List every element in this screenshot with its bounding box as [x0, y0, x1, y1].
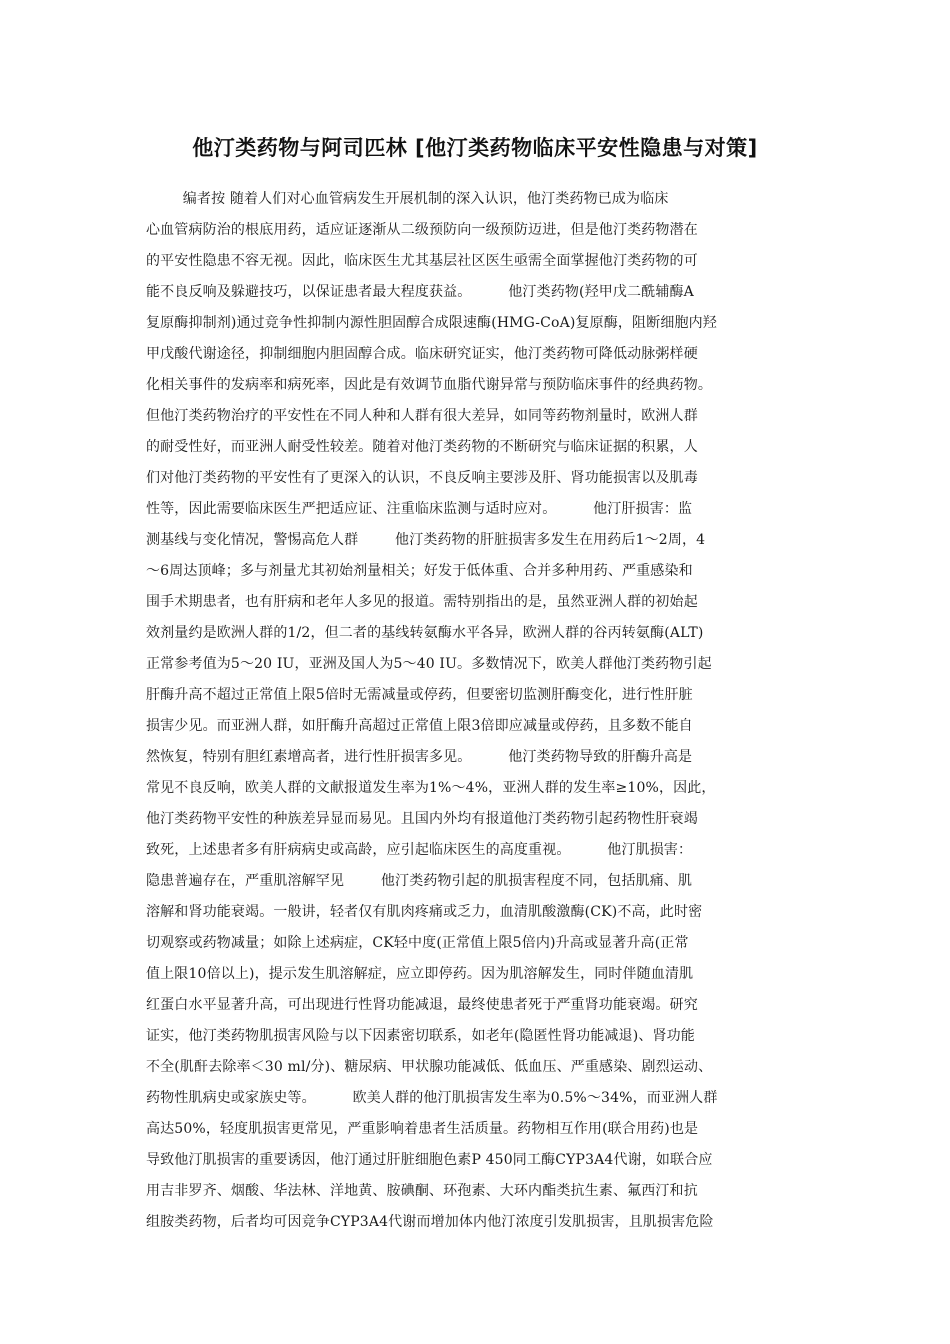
body-line: 但他汀类药物治疗的平安性在不同人种和人群有很大差异，如同等药物剂量时，欧洲人群 [146, 408, 698, 424]
body-line: 高达50%，轻度肌损害更常见，严重影响着患者生活质量。药物相互作用(联合用药)也是 [146, 1121, 699, 1137]
body-line: 能不良反响及躲避技巧，以保证患者最大程度获益。 他汀类药物(羟甲戊二酰辅酶A [146, 284, 694, 300]
body-line: 化相关事件的发病率和病死率，因此是有效调节血脂代谢异常与预防临床事件的经典药物。 [146, 377, 712, 393]
body-line: 红蛋白水平显著升高，可出现进行性肾功能减退，最终使患者死于严重肾功能衰竭。研究 [146, 997, 698, 1013]
body-line: 常见不良反响，欧美人群的文献报道发生率为1%～4%，亚洲人群的发生率≥10%，因此， [146, 780, 716, 796]
body-line: 他汀类药物平安性的种族差异显而易见。且国内外均有报道他汀类药物引起药物性肝衰竭 [146, 811, 698, 827]
body-line: 甲戊酸代谢途径，抑制细胞内胆固醇合成。临床研究证实，他汀类药物可降低动脉粥样硬 [146, 346, 698, 362]
body-line: 性等，因此需要临床医生严把适应证、注重临床监测与适时应对。 他汀肝损害：监 [146, 501, 693, 517]
body-line: 损害少见。而亚洲人群，如肝酶升高超过正常值上限3倍即应减量或停药，且多数不能自 [146, 718, 693, 734]
body-line: 效剂量约是欧洲人群的1/2，但二者的基线转氨酶水平各异，欧洲人群的谷丙转氨酶(ALT) [146, 625, 704, 641]
body-line: 用吉非罗齐、烟酸、华法林、洋地黄、胺碘酮、环孢素、大环内酯类抗生素、氟西汀和抗 [146, 1183, 698, 1199]
body-line: ～6周达顶峰；多与剂量尤其初始剂量相关；好发于低体重、合并多种用药、严重感染和 [146, 563, 693, 579]
body-line: 证实，他汀类药物肌损害风险与以下因素密切联系，如老年(隐匿性肾功能减退)、肾功能 [146, 1028, 695, 1044]
document-title: 他汀类药物与阿司匹林 [他汀类药物临床平安性隐患与对策] [192, 136, 758, 160]
body-line: 围手术期患者，也有肝病和老年人多见的报道。需特别指出的是，虽然亚洲人群的初始起 [146, 594, 698, 610]
body-line: 复原酶抑制剂)通过竞争性抑制内源性胆固醇合成限速酶(HMG-CoA)复原酶，阻断细胞内羟 [146, 315, 717, 331]
document-body [146, 184, 816, 1238]
body-line: 切观察或药物减量；如除上述病症，CK轻中度(正常值上限5倍内)升高或显著升高(正常 [146, 935, 689, 951]
body-line: 隐患普遍存在，严重肌溶解罕见 他汀类药物引起的肌损害程度不同，包括肌痛、肌 [146, 873, 693, 889]
body-line: 组胺类药物，后者均可因竞争CYP3A4代谢而增加体内他汀浓度引发肌损害，且肌损害危险 [146, 1214, 714, 1230]
body-line: 测基线与变化情况，警惕高危人群 他汀类药物的肝脏损害多发生在用药后1～2周，4 [146, 532, 706, 548]
body-line: 药物性肌病史或家族史等。 欧美人群的他汀肌损害发生率为0.5%～34%，而亚洲人群 [146, 1090, 718, 1106]
body-line: 心血管病防治的根底用药，适应证逐渐从二级预防向一级预防迈进，但是他汀类药物潜在 [146, 222, 698, 238]
body-line: 然恢复，特别有胆红素增高者，进行性肝损害多见。 他汀类药物导致的肝酶升高是 [146, 749, 693, 765]
body-line: 致死，上述患者多有肝病病史或高龄，应引起临床医生的高度重视。 他汀肌损害： [146, 842, 693, 858]
body-line: 们对他汀类药物的平安性有了更深入的认识，不良反响主要涉及肝、肾功能损害以及肌毒 [146, 470, 698, 486]
body-line: 值上限10倍以上)，提示发生肌溶解症，应立即停药。因为肌溶解发生，同时伴随血清肌 [146, 966, 694, 982]
body-line: 肝酶升高不超过正常值上限5倍时无需减量或停药，但要密切监测肝酶变化，进行性肝脏 [146, 687, 693, 703]
body-line: 的耐受性好，而亚洲人耐受性较差。随着对他汀类药物的不断研究与临床证据的积累，人 [146, 439, 698, 455]
body-line: 不全(肌酐去除率＜30 ml/分)、糖尿病、甲状腺功能减低、低血压、严重感染、剧烈运动、 [146, 1059, 713, 1075]
body-line: 溶解和肾功能衰竭。一般讲，轻者仅有肌肉疼痛或乏力，血清肌酸激酶(CK)不高，此时密 [146, 904, 703, 920]
body-line: 的平安性隐患不容无视。因此，临床医生尤其基层社区医生亟需全面掌握他汀类药物的可 [146, 253, 698, 269]
body-line: 编者按 随着人们对心血管病发生开展机制的深入认识，他汀类药物已成为临床 [146, 191, 669, 207]
body-line: 导致他汀肌损害的重要诱因，他汀通过肝脏细胞色素P 450同工酶CYP3A4代谢，如联合应 [146, 1152, 713, 1168]
body-line: 正常参考值为5～20 IU，亚洲及国人为5～40 IU。多数情况下，欧美人群他汀类药物引起 [146, 656, 712, 672]
